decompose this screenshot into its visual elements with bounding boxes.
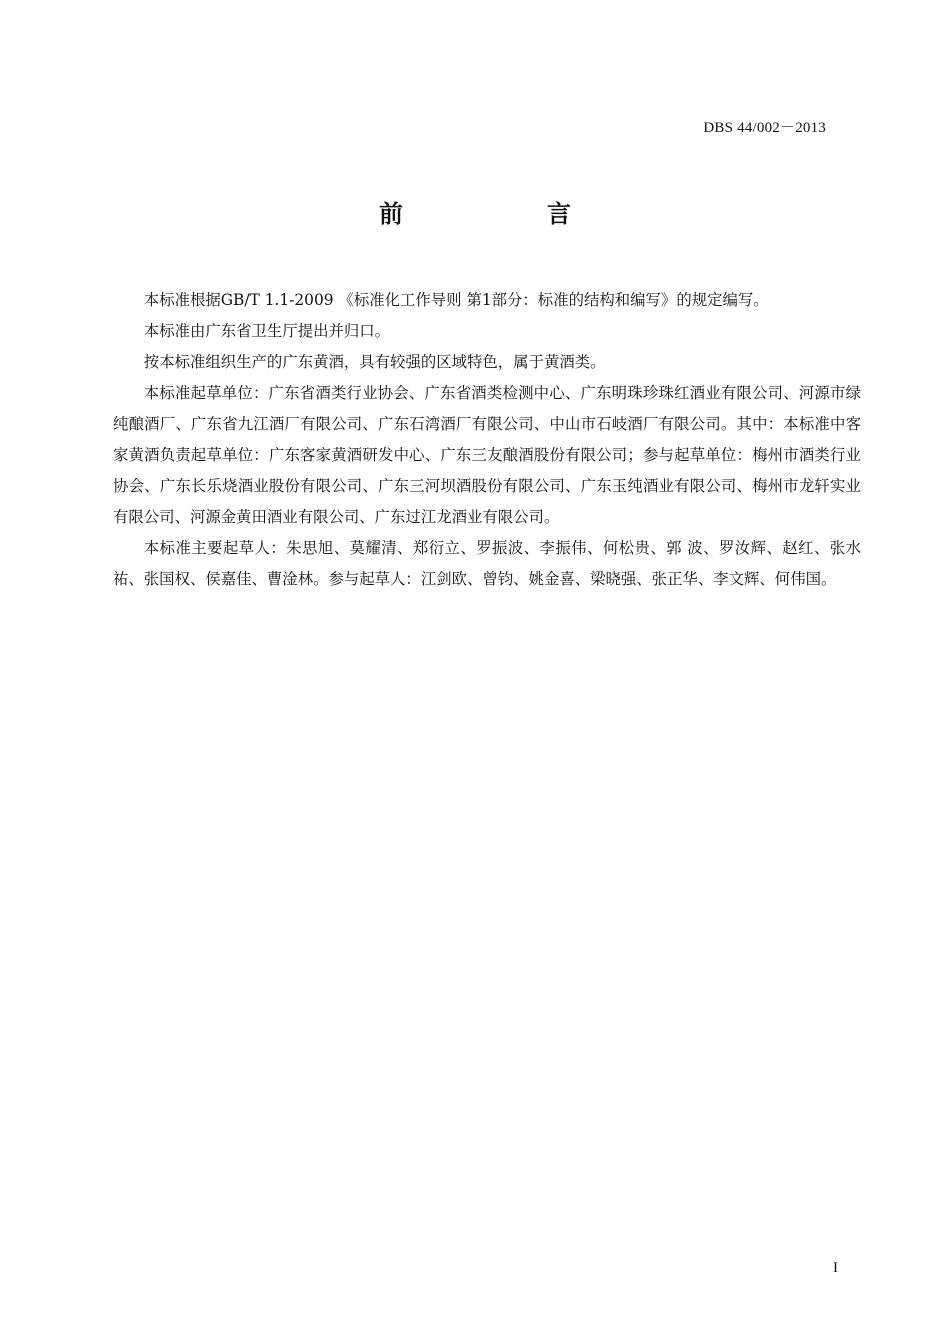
- paragraph-scope: 按本标准组织生产的广东黄酒，具有较强的区域特色，属于黄酒类。: [143, 353, 606, 371]
- page-number: I: [833, 1260, 838, 1276]
- document-code: DBS 44/002－2013: [703, 120, 826, 136]
- page-title: 前 言: [379, 200, 631, 228]
- paragraph-drafting-rules: 本标准根据GB/T 1.1-2009 《标准化工作导则 第1部分：标准的结构和编写》的规定编写。: [143, 291, 769, 309]
- paragraph-drafters: 本标准主要起草人：朱思旭、莫耀清、郑衍立、罗振波、李振伟、何松贵、郭 波、罗汝辉、赵红、张水祐、张国权、侯嘉佳、曹淦林。参与起草人：江剑欧、曾钧、姚金喜、梁晓强、张正华、李文辉、何伟国。: [113, 539, 861, 588]
- foreword-body: [113, 285, 861, 595]
- paragraph-proposer: 本标准由广东省卫生厅提出并归口。: [143, 322, 391, 340]
- paragraph-drafting-units: 本标准起草单位：广东省酒类行业协会、广东省酒类检测中心、广东明珠珍珠红酒业有限公司、河源市绿纯酿酒厂、广东省九江酒厂有限公司、广东石湾酒厂有限公司、中山市石岐酒厂有限公司。其中：本标准中客家黄酒负责起草单位：广东客家黄酒研发中心、广东三友酿酒股份有限公司；参与起草单位：梅州市酒类行业协会、广东长乐烧酒业股份有限公司、广东三河坝酒股份有限公司、广东玉纯酒业有限公司、梅州市龙轩实业有限公司、河源金黄田酒业有限公司、广东过江龙酒业有限公司。: [113, 384, 861, 526]
